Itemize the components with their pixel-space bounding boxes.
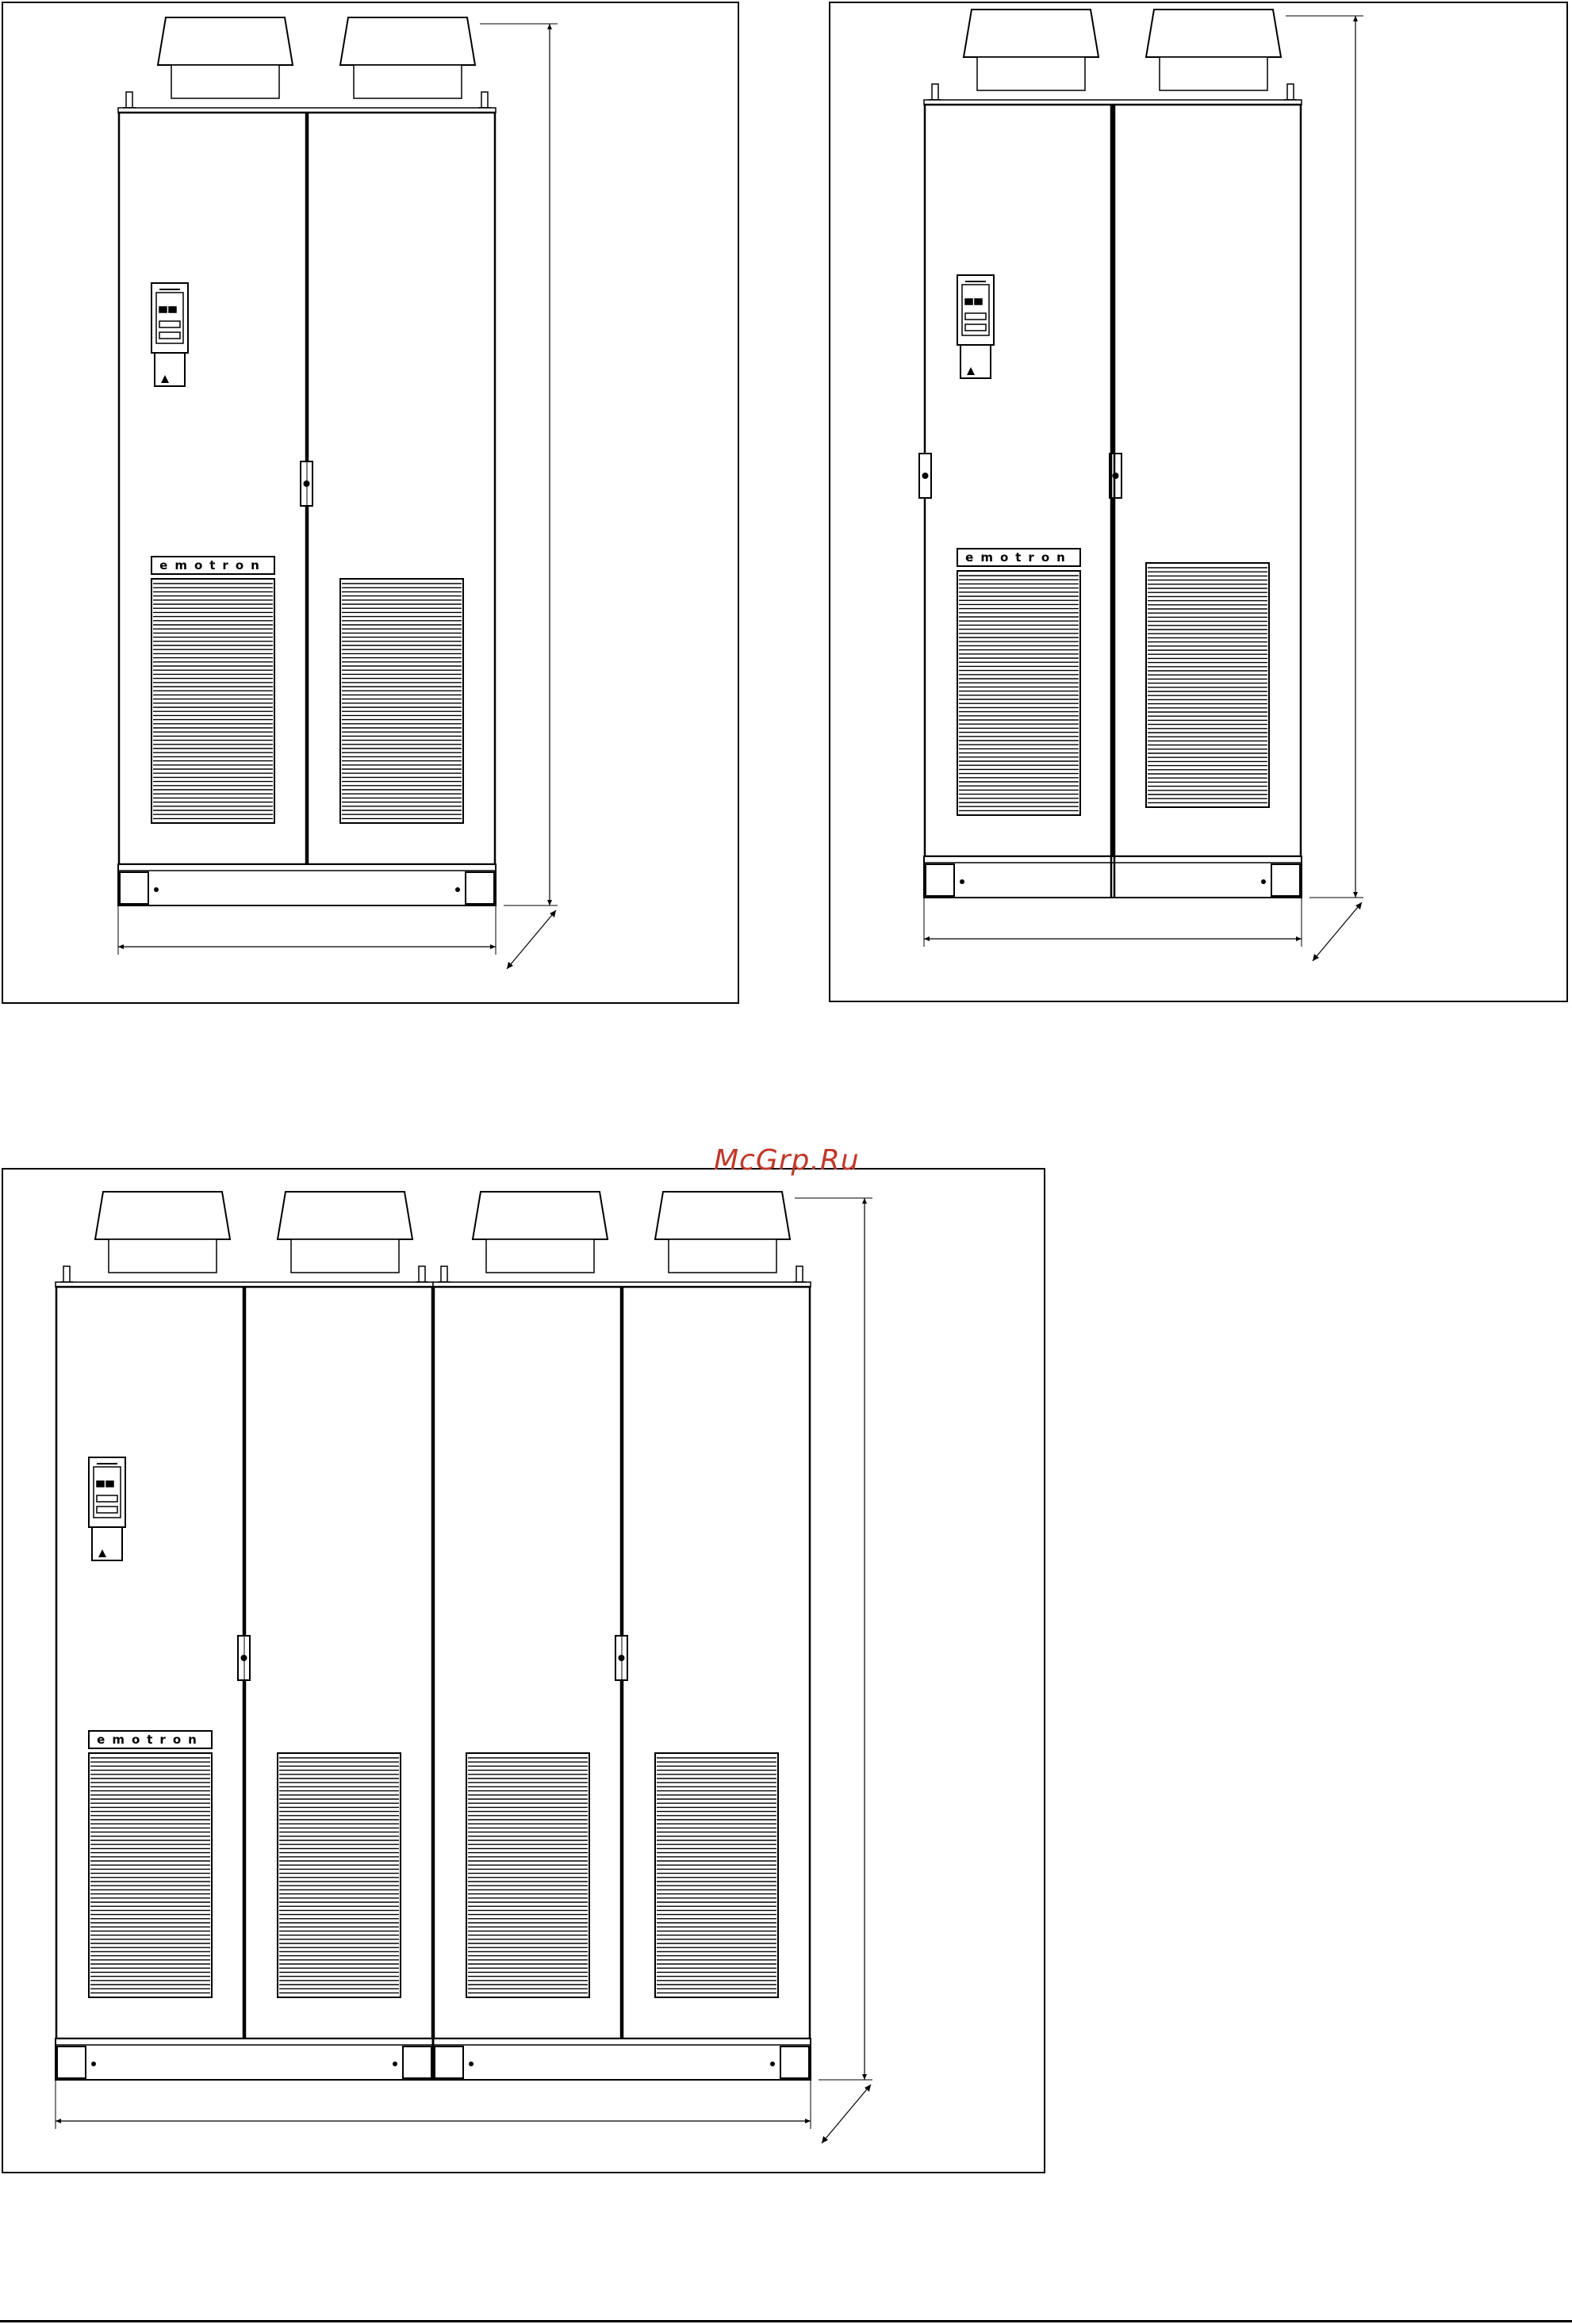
control-panel-housing (89, 1457, 125, 1527)
control-key (97, 1481, 104, 1487)
vent-grille-icon (340, 579, 463, 823)
plinth-foot-right (1271, 864, 1300, 896)
plinth-foot-left (435, 2046, 463, 2078)
vent-grille-icon (957, 571, 1080, 815)
plinth-bolt (770, 2062, 775, 2066)
control-panel-housing (151, 283, 188, 353)
fan-hood-base (669, 1239, 776, 1273)
arrow-head (1353, 16, 1358, 21)
control-panel-icon (89, 1457, 125, 1560)
plinth-foot-right (466, 872, 494, 904)
fan-hood-base (1160, 57, 1267, 90)
fan-hood-base (171, 65, 279, 98)
fan-hood-icon (655, 1192, 790, 1273)
arrow-head (1296, 936, 1302, 941)
fan-hood-base (109, 1239, 217, 1273)
fan-hood-icon (278, 1192, 412, 1273)
lifting-eye (419, 1266, 425, 1282)
fan-hood-base (291, 1239, 399, 1273)
cabinet-assembly (919, 10, 1302, 898)
arrow-head (862, 2074, 867, 2080)
plinth-foot-left (120, 872, 148, 904)
brand-plate (957, 549, 1080, 566)
fan-hood-cap (473, 1192, 608, 1239)
vent-grille-icon (278, 1753, 401, 1997)
depth-dimension (822, 2085, 871, 2143)
plinth-bolt (469, 2062, 474, 2066)
control-panel-mount (92, 1527, 122, 1560)
fan-hood-cap (964, 10, 1098, 57)
lifting-eye (932, 84, 938, 100)
plinth-bolt (154, 887, 159, 892)
control-key (169, 307, 176, 312)
lifting-eye (1287, 84, 1294, 100)
fan-hood-cap (278, 1192, 412, 1239)
fan-hood-icon (158, 17, 293, 98)
control-key (965, 299, 972, 304)
brand-label: emotron (97, 1732, 204, 1747)
control-panel-mount (155, 353, 185, 386)
door-handle-lock (1113, 473, 1119, 479)
figure-two-door-cabinet (2, 2, 739, 1004)
cabinet-unit (118, 17, 496, 905)
lifting-eye (126, 92, 132, 108)
cabinet-plinth (118, 864, 496, 905)
fan-hood-cap (340, 17, 475, 65)
fan-hood-icon (95, 1192, 230, 1273)
vent-grille-icon (151, 579, 274, 823)
arrow-head (805, 2119, 811, 2123)
control-panel-mount (960, 345, 991, 378)
page-bottom-rule (0, 2320, 1572, 2322)
vent-grille-frame (957, 571, 1080, 815)
vent-grille-icon (655, 1753, 778, 1997)
lifting-eye (63, 1266, 70, 1282)
cabinet-drawing-1 (3, 3, 738, 1002)
vent-grille-frame (151, 579, 274, 823)
vent-grille-frame (340, 579, 463, 823)
plinth-foot-left (57, 2046, 86, 2078)
door-handle-lock (922, 473, 929, 479)
plinth-bolt (1261, 879, 1266, 884)
fan-hood-icon (964, 10, 1098, 90)
brand-label: emotron (159, 558, 266, 572)
plinth-foot-left (926, 864, 954, 896)
vent-grille-icon (466, 1753, 589, 1997)
fan-hood-icon (473, 1192, 608, 1273)
vent-grille-icon (89, 1753, 212, 1997)
arrow-head (547, 24, 552, 29)
control-key (975, 299, 982, 304)
vent-grille-frame (655, 1753, 778, 1997)
arrow-head (1353, 892, 1358, 898)
vent-grille-frame (278, 1753, 401, 1997)
cabinet-drawing-2 (830, 3, 1566, 1001)
vent-grille-frame (89, 1753, 212, 1997)
fan-hood-cap (655, 1192, 790, 1239)
cabinet-plinth (924, 856, 1302, 898)
fan-hood-cap (1146, 10, 1281, 57)
plinth-foot-right (403, 2046, 431, 2078)
plinth-bolt (960, 879, 964, 884)
figure-four-door-cabinet (2, 1168, 1045, 2173)
fan-hood-icon (1146, 10, 1281, 90)
arrow-head (490, 944, 496, 949)
arrow-head (118, 944, 124, 949)
brand-plate (89, 1731, 212, 1748)
plinth-foot-right (780, 2046, 809, 2078)
cabinet-plinth (56, 2039, 433, 2080)
brand-plate (151, 557, 274, 574)
fan-hood-base (354, 65, 462, 98)
plinth-bolt (393, 2062, 397, 2066)
control-panel-icon (151, 283, 188, 386)
control-panel-icon (957, 275, 994, 378)
cabinet-unit (433, 1192, 811, 2080)
arrow-head (547, 900, 552, 905)
vent-grille-icon (1146, 563, 1269, 807)
figure-two-section-cabinet (829, 2, 1568, 1002)
depth-dimension (507, 910, 556, 969)
plinth-bolt (91, 2062, 96, 2066)
arrow-head (56, 2119, 61, 2123)
brand-label: emotron (965, 550, 1072, 565)
control-panel-housing (957, 275, 994, 345)
cabinet-unit (56, 1192, 433, 2080)
arrow-head (862, 1198, 867, 1204)
depth-dimension (1313, 902, 1362, 961)
vent-grille-frame (466, 1753, 589, 1997)
fan-hood-cap (158, 17, 293, 65)
lifting-eye (441, 1266, 447, 1282)
lifting-eye (796, 1266, 803, 1282)
fan-hood-icon (340, 17, 475, 98)
fan-hood-cap (95, 1192, 230, 1239)
cabinet-plinth (433, 2039, 811, 2080)
control-key (159, 307, 167, 312)
plinth-bolt (455, 887, 460, 892)
fan-hood-base (486, 1239, 594, 1273)
fan-hood-base (977, 57, 1085, 90)
cabinet-drawing-3 (3, 1170, 1044, 2172)
watermark-text: McGrp.Ru (714, 1144, 860, 1177)
vent-grille-frame (1146, 563, 1269, 807)
control-key (106, 1481, 113, 1487)
door-handle-icon (919, 454, 931, 498)
lifting-eye (481, 92, 488, 108)
arrow-head (924, 936, 930, 941)
